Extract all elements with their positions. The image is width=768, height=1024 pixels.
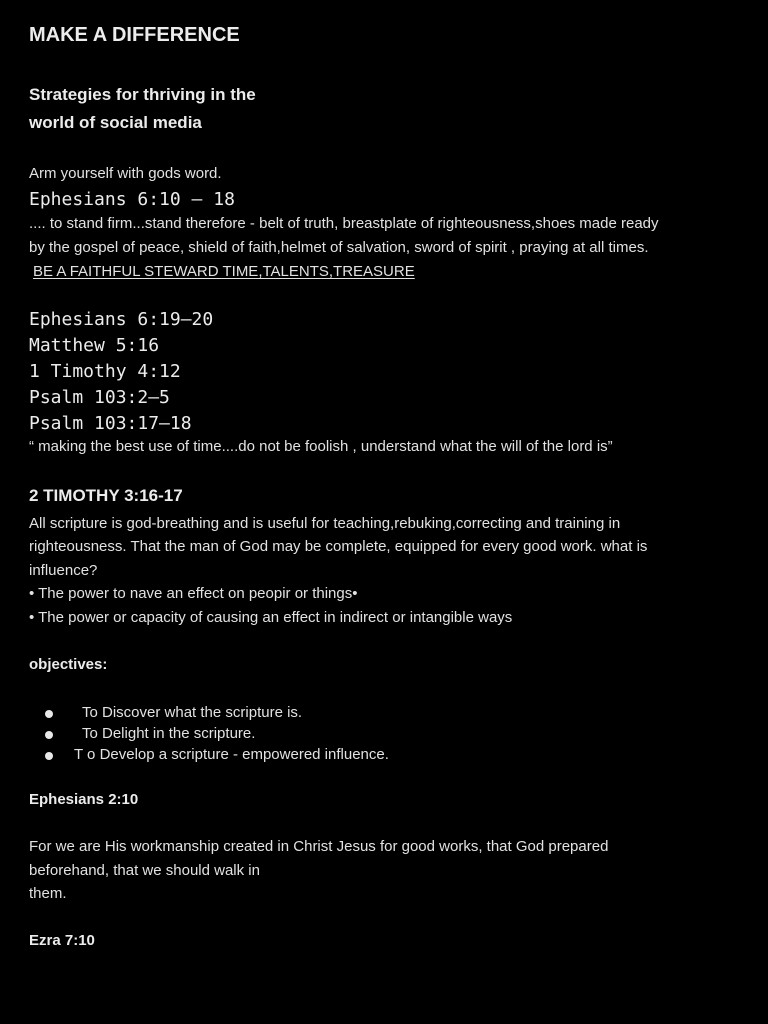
armor-line-2: by the gospel of peace, shield of faith,helmet of salvation, sword of spirit , praying at all times. [29, 239, 649, 256]
timothy-line-1: All scripture is god-breathing and is useful for teaching,rebuking,correcting and training in [29, 515, 621, 532]
quote-text: “ making the best use of time....do not be foolish , understand what the will of the lord is” [29, 438, 613, 455]
ref-psalm-103-2: Psalm 103:2–5 [29, 387, 170, 408]
ref-ephesians-6-19: Ephesians 6:19–20 [29, 309, 214, 330]
ref-matthew-5-16: Matthew 5:16 [29, 335, 160, 356]
steward-text: BE A FAITHFUL STEWARD TIME,TALENTS,TREASURE [33, 263, 415, 280]
ephesians-2-10-line-2: beforehand, that we should walk in [29, 862, 260, 879]
note-title: MAKE A DIFFERENCE [29, 24, 240, 46]
timothy-heading: 2 TIMOTHY 3:16-17 [29, 486, 183, 505]
bullet-dot-icon [45, 710, 53, 718]
influence-item-2: • The power or capacity of causing an effect in indirect or intangible ways [29, 609, 513, 626]
objective-3-text: T o Develop a scripture - empowered influence. [74, 746, 389, 763]
ephesians-2-10-line-1: For we are His workmanship created in Christ Jesus for good works, that God prepared [29, 838, 609, 855]
ephesians-2-10-heading: Ephesians 2:10 [29, 791, 139, 808]
ephesians-2-10-line-3: them. [29, 885, 67, 902]
timothy-line-2: righteousness. That the man of God may be complete, equipped for every good work. what is [29, 538, 648, 555]
objective-1-text: To Discover what the scripture is. [82, 704, 303, 721]
bullet-dot-icon [45, 731, 53, 739]
bullet-dot-icon [45, 752, 53, 760]
timothy-line-3: influence? [29, 562, 98, 579]
objective-2-text: To Delight in the scripture. [82, 725, 256, 742]
ref-1-timothy-4-12: 1 Timothy 4:12 [29, 361, 181, 382]
objectives-label: objectives: [29, 656, 108, 673]
subtitle-line-2: world of social media [29, 113, 202, 132]
ephesians-6-10-ref: Ephesians 6:10 – 18 [29, 189, 235, 210]
subtitle-line-1: Strategies for thriving in the [29, 85, 256, 104]
arm-yourself-text: Arm yourself with gods word. [29, 165, 222, 182]
influence-item-1: • The power to nave an effect on peopir or things• [29, 585, 358, 602]
armor-line-1: .... to stand firm...stand therefore - belt of truth, breastplate of righteousness,shoes made ready [29, 215, 659, 232]
ref-psalm-103-17: Psalm 103:17–18 [29, 413, 192, 434]
ezra-heading: Ezra 7:10 [29, 932, 95, 949]
